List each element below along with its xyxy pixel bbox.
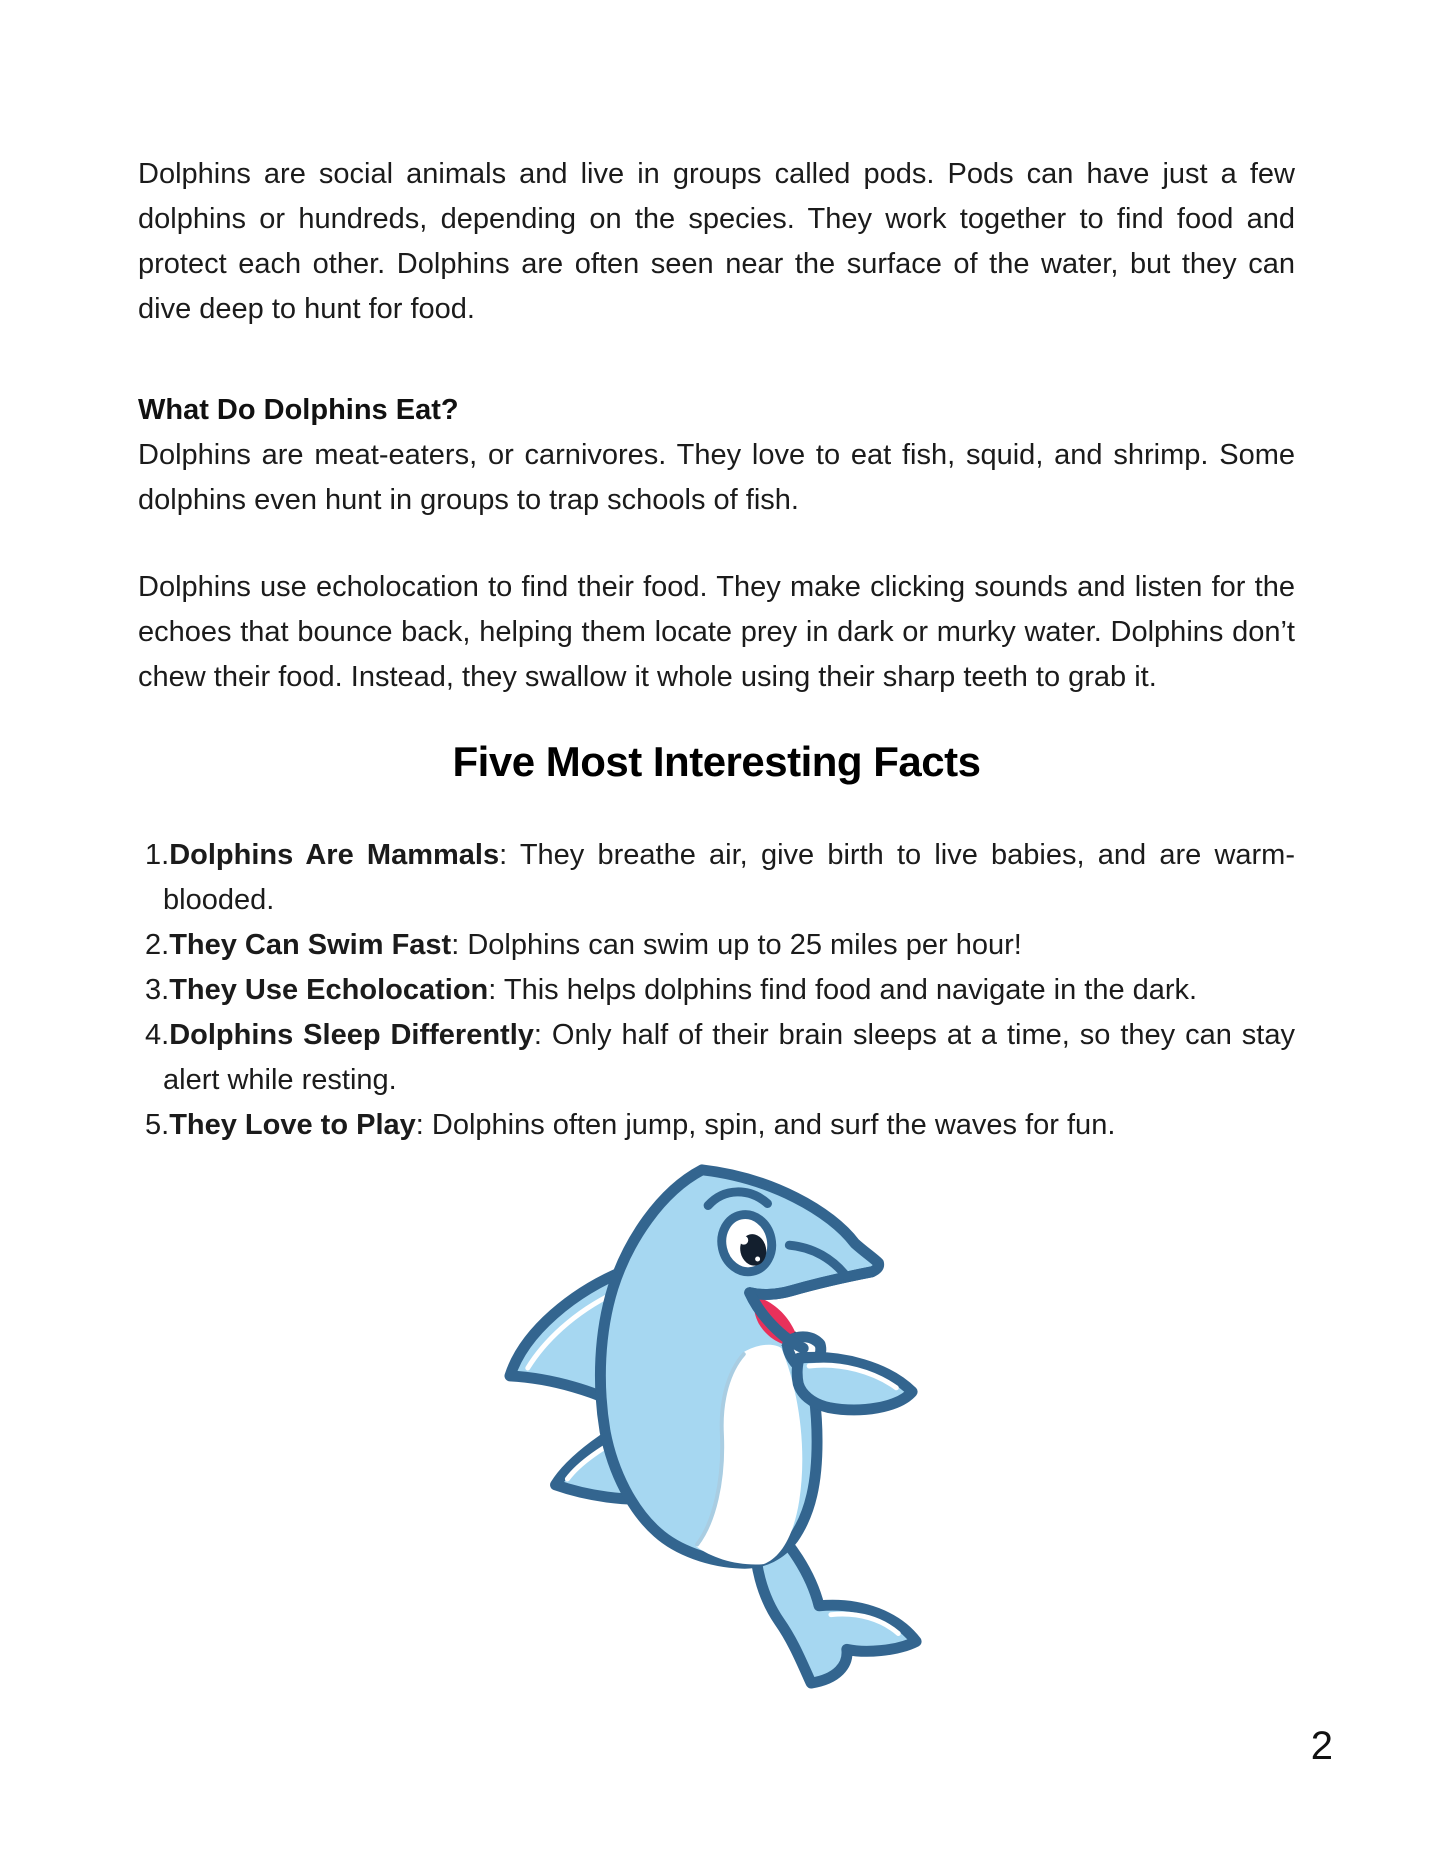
fact-separator: : — [451, 929, 468, 961]
fact-number: 2. — [145, 929, 170, 961]
fact-item-2 — [138, 923, 1295, 968]
fact-item-5 — [138, 1103, 1295, 1148]
eat-paragraph-1: Dolphins are meat-eaters, or carnivores. They love to eat fish, squid, and shrimp. Some dolphins even hunt in groups to trap schools of fish. — [138, 439, 1295, 516]
fact-description: They breathe air, give birth to live babies, and are warm-blooded. — [163, 839, 1296, 916]
fact-description: Only half of their brain sleeps at a time, so they can stay alert while resting. — [163, 1019, 1295, 1096]
fact-description: Dolphins can swim up to 25 miles per hour! — [467, 929, 1022, 961]
dolphin-illustration — [452, 1154, 982, 1689]
intro-paragraph: Dolphins are social animals and live in groups called pods. Pods can have just a few dolphins or hundreds, depending on the species. They work together to find food and protect each other. Dolphins are often seen near the surface of the water, but they can dive deep to hunt for food. — [138, 158, 1295, 325]
fact-separator: : — [488, 974, 504, 1006]
fact-item-1 — [138, 833, 1295, 923]
fact-label: They Love to Play — [169, 1109, 416, 1141]
fact-item-4 — [138, 1013, 1295, 1103]
fact-number: 4. — [145, 1019, 170, 1051]
facts-heading: Five Most Interesting Facts — [452, 738, 981, 785]
fact-number: 1. — [145, 839, 170, 871]
fact-label: They Can Swim Fast — [169, 929, 452, 961]
fact-label: Dolphins Are Mammals — [169, 839, 500, 871]
page-number: 2 — [1310, 1724, 1333, 1768]
eat-section-heading: What Do Dolphins Eat? — [138, 394, 459, 426]
fact-separator: : — [499, 839, 520, 871]
fact-separator: : — [533, 1019, 552, 1051]
fact-label: They Use Echolocation — [169, 974, 489, 1006]
fact-item-3 — [138, 968, 1295, 1013]
fact-label: Dolphins Sleep Differently — [169, 1019, 534, 1051]
eat-paragraph-2: Dolphins use echolocation to find their food. They make clicking sounds and listen for the echoes that bounce back, helping them locate prey in dark or murky water. Dolphins don’t chew their food. Instead, they swallow it whole using their sharp teeth to grab it. — [138, 571, 1295, 693]
cartoon-dolphin-image — [452, 1154, 982, 1689]
fact-number: 5. — [145, 1109, 170, 1141]
fact-separator: : — [415, 1109, 432, 1141]
fact-number: 3. — [145, 974, 170, 1006]
facts-list — [138, 833, 1295, 1148]
fact-description: Dolphins often jump, spin, and surf the waves for fun. — [431, 1109, 1116, 1141]
fact-description: This helps dolphins find food and navigate in the dark. — [503, 974, 1198, 1006]
